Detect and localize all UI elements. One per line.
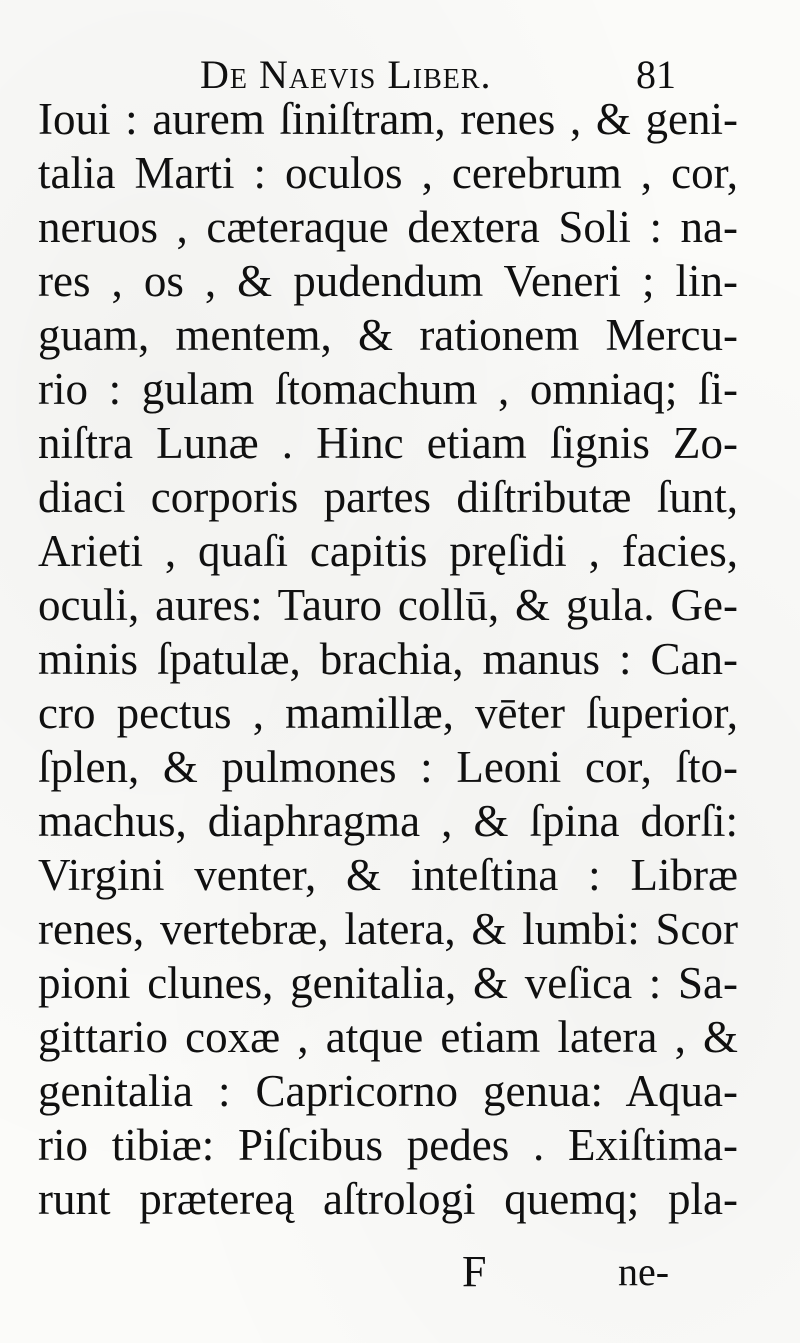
text-line: minis ſpatulæ, brachia, manus : Can- (38, 634, 738, 684)
text-block (38, 92, 738, 1226)
text-line: rio tibiæ: Piſcibus pedes . Exiſtima- (38, 1120, 738, 1170)
text-line: machus, diaphragma , & ſpina dorſi: (38, 796, 738, 846)
text-line: gittario coxæ , atque etiam latera , & (38, 1012, 738, 1062)
text-line: guam, mentem, & rationem Mercu- (38, 310, 738, 360)
text-line: res , os , & pudendum Veneri ; lin- (38, 256, 738, 306)
text-line: talia Marti : oculos , cerebrum , cor, (38, 148, 738, 198)
text-line: Ioui : aurem ſiniſtram, renes , & geni- (38, 94, 738, 144)
text-line: genitalia : Capricorno genua: Aqua- (38, 1066, 738, 1116)
text-line: runt prætereą aſtrologi quemq; pla- (38, 1174, 738, 1224)
text-line: renes, vertebræ, latera, & lumbi: Scor (38, 904, 738, 954)
text-line: oculi, aures: Tauro collū, & gula. Ge- (38, 580, 738, 630)
text-line: neruos , cæteraque dextera Soli : na- (38, 202, 738, 252)
page-number: 81 (636, 52, 676, 97)
text-line: pioni clunes, genitalia, & veſica : Sa- (38, 958, 738, 1008)
text-line: ſplen, & pulmones : Leoni cor, ſto- (38, 742, 738, 792)
running-title: De Naevis Liber. (200, 52, 492, 97)
text-line: cro pectus , mamillæ, vēter ſuperior, (38, 688, 738, 738)
signature-mark: F (462, 1247, 487, 1296)
text-line: diaci corporis partes diſtributæ ſunt, (38, 472, 738, 522)
text-line: niſtra Lunæ . Hinc etiam ſignis Zo- (38, 418, 738, 468)
text-line: Virgini venter, & inteſtina : Libræ (38, 850, 738, 900)
text-line: Arieti , quaſi capitis pręſidi , facies, (38, 526, 738, 576)
text-line: rio : gulam ſtomachum , omniaq; ſi- (38, 364, 738, 414)
page-foot (0, 1242, 800, 1302)
catchword: ne- (618, 1249, 670, 1294)
